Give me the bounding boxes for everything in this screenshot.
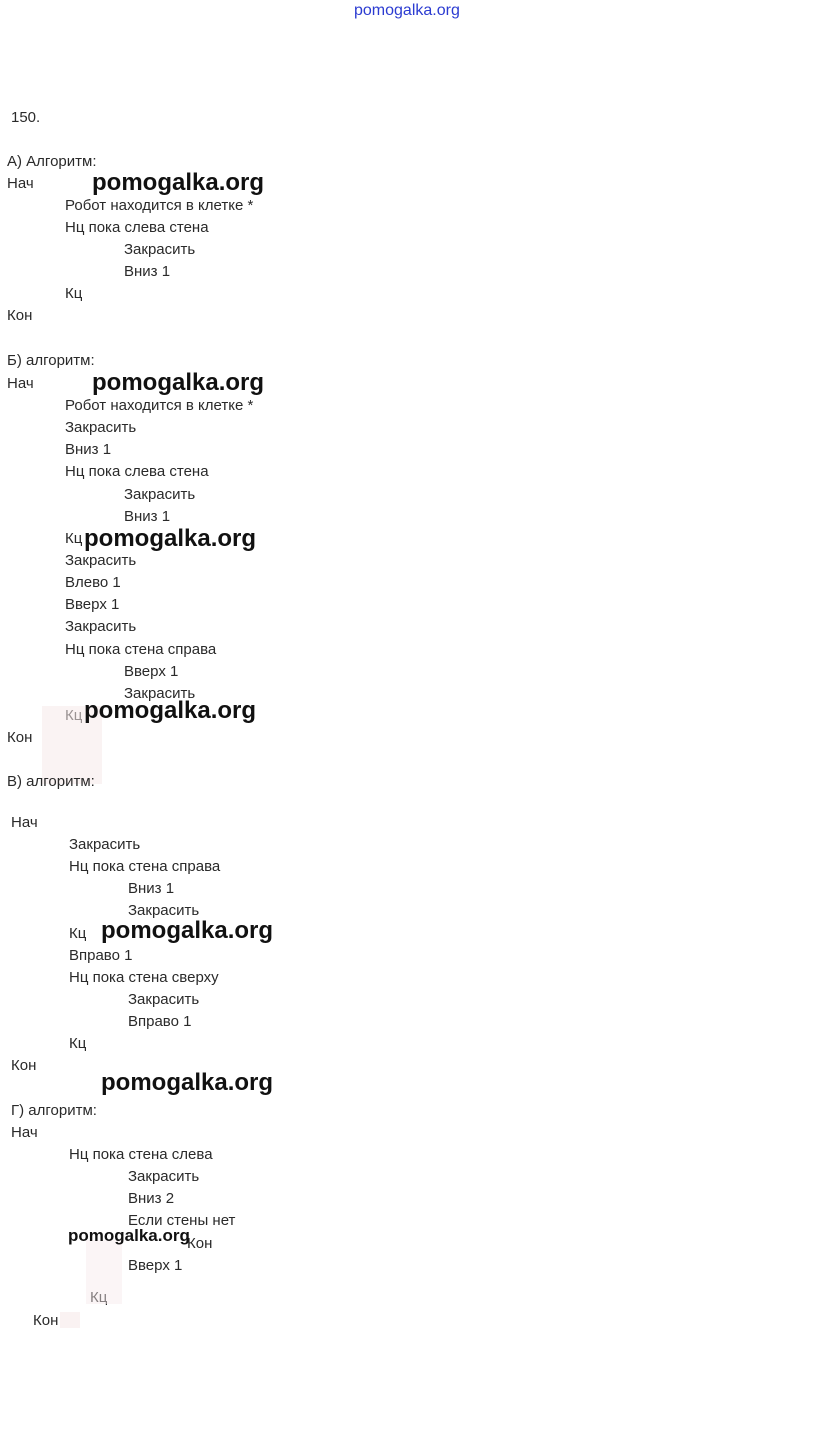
section-b-title: Б) алгоритм: (7, 352, 95, 369)
code-line: Нц пока стена сверху (69, 969, 219, 986)
code-line: Закрасить (128, 991, 200, 1008)
code-line: Если стены нет (128, 1212, 236, 1229)
code-line: Закрасить (65, 419, 137, 436)
code-line: Кон (33, 1312, 59, 1329)
code-line: Закрасить (69, 836, 141, 853)
code-line: Нач (7, 375, 34, 392)
code-line: Нц пока стена справа (65, 641, 217, 658)
code-line: Закрасить (65, 618, 137, 635)
watermark: pomogalka.org (92, 169, 265, 196)
code-line: Вправо 1 (69, 947, 133, 964)
code-line: Вверх 1 (65, 596, 120, 613)
code-line: Робот находится в клетке * (65, 197, 254, 214)
code-line: Нач (11, 1124, 38, 1141)
watermark: pomogalka.org (84, 525, 257, 552)
code-line: Вниз 1 (124, 263, 171, 280)
code-line: Кон (11, 1057, 37, 1074)
code-line: Вниз 1 (124, 508, 171, 525)
watermark: pomogalka.org (101, 1069, 274, 1096)
code-line: Вниз 1 (65, 441, 112, 458)
scan-artifact (60, 1312, 80, 1328)
watermark: pomogalka.org (84, 697, 257, 724)
code-line: Закрасить (65, 552, 137, 569)
code-line: Закрасить (124, 685, 196, 702)
code-line: Закрасить (124, 241, 196, 258)
code-line: Вправо 1 (128, 1013, 192, 1030)
code-line: Нач (7, 175, 34, 192)
code-line: Кц (65, 285, 83, 302)
watermark: pomogalka.org (101, 917, 274, 944)
header-site-link[interactable]: pomogalka.org (354, 2, 460, 19)
code-line: Нц пока слева стена (65, 463, 209, 480)
section-a-title: А) Алгоритм: (7, 153, 97, 170)
code-line: Вверх 1 (128, 1257, 183, 1274)
code-line: Нц пока слева стена (65, 219, 209, 236)
code-line: Вниз 1 (128, 880, 175, 897)
code-line: Робот находится в клетке * (65, 397, 254, 414)
code-line: Закрасить (128, 1168, 200, 1185)
code-line: Вверх 1 (124, 663, 179, 680)
code-line: Нц пока стена слева (69, 1146, 213, 1163)
watermark: pomogalka.org (68, 1226, 190, 1245)
code-line: Кц (69, 1035, 87, 1052)
code-line: Кон (7, 729, 33, 746)
code-line: Кц (69, 925, 87, 942)
section-v-title: В) алгоритм: (7, 773, 95, 790)
code-line: Вниз 2 (128, 1190, 175, 1207)
code-line: Закрасить (124, 486, 196, 503)
watermark: pomogalka.org (92, 369, 265, 396)
code-line: Нач (11, 814, 38, 831)
section-g-title: Г) алгоритм: (11, 1102, 97, 1119)
code-line: Кц (90, 1289, 108, 1306)
code-line: Кон (7, 307, 33, 324)
code-line: Кон (187, 1235, 213, 1252)
task-number: 150. (11, 109, 41, 126)
code-line: Влево 1 (65, 574, 121, 591)
code-line: Закрасить (128, 902, 200, 919)
scan-artifact (86, 1240, 122, 1304)
code-line: Нц пока стена справа (69, 858, 221, 875)
code-line: Кц (65, 530, 83, 547)
